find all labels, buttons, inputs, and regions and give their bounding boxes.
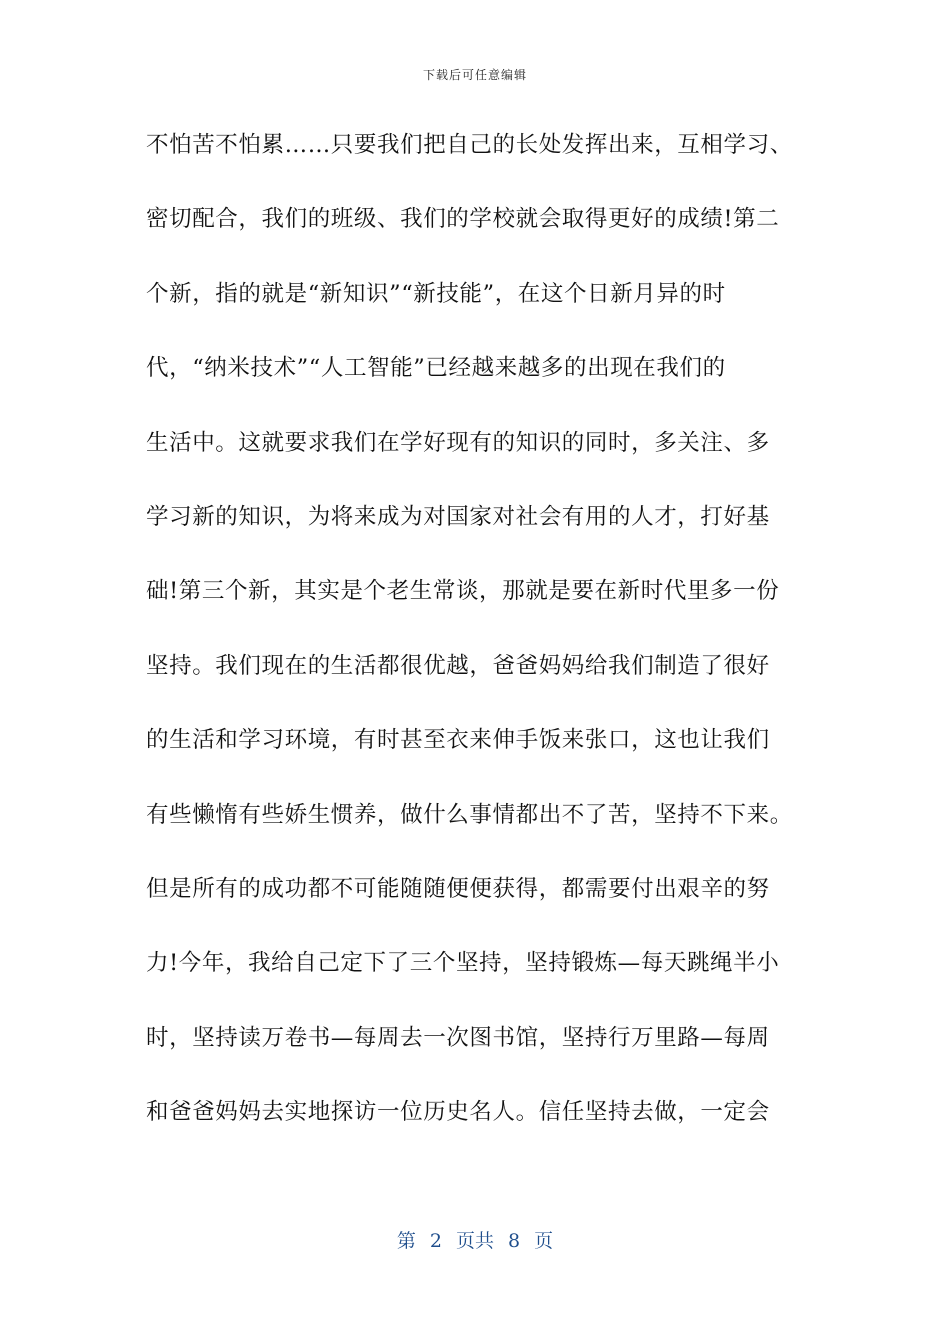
page-footer: [0, 1226, 950, 1253]
body-line: 有些懒惰有些娇生惯养，做什么事情都出不了苦，坚持不下来。: [146, 801, 793, 828]
body-line: 的生活和学习环境，有时甚至衣来伸手饭来张口，这也让我们: [146, 727, 770, 754]
body-line: 代，“纳米技术”“人工智能”已经越来越多的出现在我们的: [146, 355, 726, 382]
body-line: 不怕苦不怕累……只要我们把自己的长处发挥出来，互相学习、: [146, 132, 793, 158]
page-header: 下载后可任意编辑: [422, 68, 527, 82]
body-line: 生活中。这就要求我们在学好现有的知识的同时，多关注、多: [146, 429, 770, 456]
footer-suffix: 页: [534, 1230, 554, 1252]
body-line: 密切配合，我们的班级、我们的学校就会取得更好的成绩!第二: [146, 206, 780, 233]
body-line: 学习新的知识，为将来成为对国家对社会有用的人才，打好基: [146, 503, 770, 530]
total-pages-number: 8: [508, 1230, 521, 1252]
body-line: 和爸爸妈妈去实地探访一位历史名人。信任坚持去做，一定会: [146, 1099, 770, 1126]
current-page-number: 2: [429, 1230, 442, 1252]
body-line: 坚持。我们现在的生活都很优越，爸爸妈妈给我们制造了很好: [146, 652, 770, 679]
footer-prefix: 第: [396, 1230, 416, 1252]
body-line: 础!第三个新，其实是个老生常谈，那就是要在新时代里多一份: [146, 578, 780, 605]
body-line: 力!今年，我给自己定下了三个坚持，坚持锻炼—每天跳绳半小: [146, 950, 780, 977]
body-line: 时，坚持读万卷书—每周去一次图书馆，坚持行万里路—每周: [146, 1024, 770, 1051]
document-body: [146, 120, 816, 1161]
footer-middle: 页共: [455, 1230, 494, 1252]
body-line: 个新，指的就是“新知识”“新技能”，在这个日新月异的时: [146, 280, 726, 307]
body-line: 但是所有的成功都不可能随随便便获得，都需要付出艰辛的努: [146, 875, 770, 902]
